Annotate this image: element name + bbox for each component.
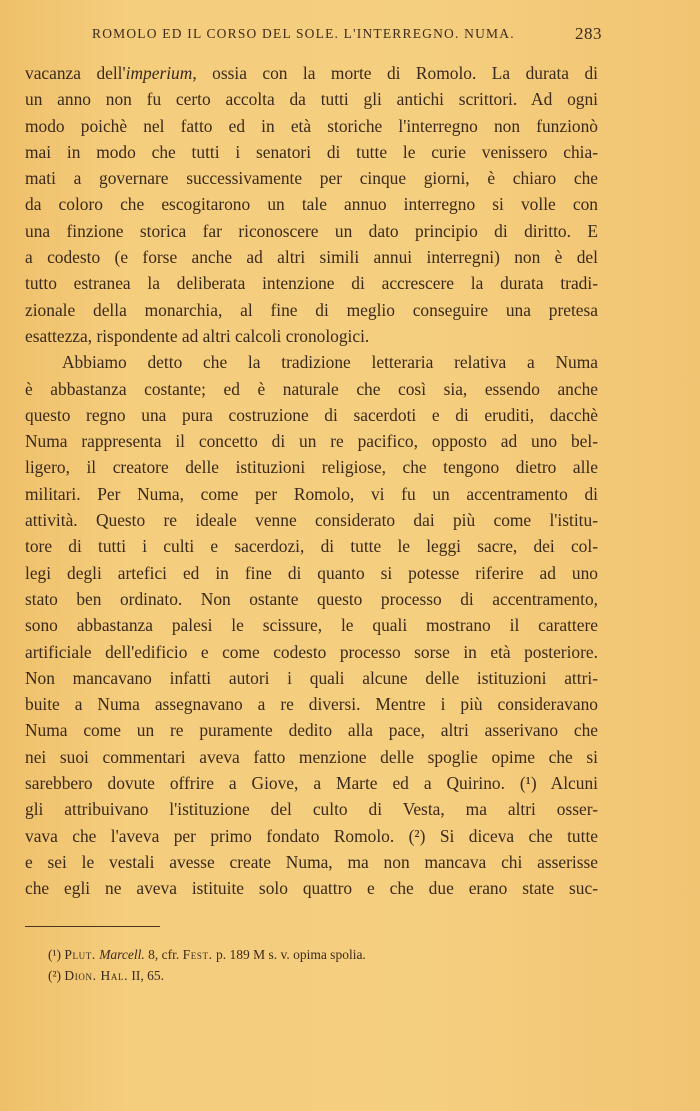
text-line: ligero, il creatore delle istituzioni religiose, che tengono dietro alle (25, 457, 598, 478)
text-line: tore di tutti i culti e sacerdozi, di tutte le leggi sacre, dei col- (25, 536, 598, 557)
text-line: Numa rappresenta il concetto di un re pacifico, opposto ad uno bel- (25, 431, 598, 452)
text-line: artificiale dell'edificio e come codesto processo sorse in età posteriore. (25, 641, 598, 662)
text-line: che egli ne aveva istituite solo quattro e che due erano state suc- (25, 878, 598, 899)
text-line: militari. Per Numa, come per Romolo, vi fu un accentramento di (25, 483, 598, 504)
text-line: Abbiamo detto che la tradizione letteraria relativa a Numa (62, 352, 598, 373)
text-line: un anno non fu certo accolta da tutti gli antichi scrittori. Ad ogni (25, 89, 598, 110)
body-text (25, 60, 598, 902)
footnotes (48, 944, 608, 986)
text-line: è abbastanza costante; ed è naturale che così sia, essendo anche (25, 378, 598, 399)
text-line: modo poichè nel fatto ed in età storiche l'interregno non funzionò (25, 115, 598, 136)
running-head-title: ROMOLO ED IL CORSO DEL SOLE. L'INTERREGNO. NUMA. (92, 26, 515, 41)
text-line: vacanza dell'imperium, ossia con la morte di Romolo. La durata di (25, 63, 599, 83)
footnote-author: Plut. (64, 947, 96, 962)
text-line: Numa come un re puramente dedito alla pace, altri asserivano che (25, 720, 598, 741)
text-line: una finzione storica far riconoscere un dato principio di diritto. E (25, 220, 598, 241)
page-number: 283 (575, 24, 602, 43)
text-line: attività. Questo re ideale venne considerato dai più come l'istitu- (25, 510, 598, 531)
text-line: e sei le vestali avesse create Numa, ma non mancava chi asserisse (25, 851, 598, 872)
text-line: vava che l'aveva per primo fondato Romolo. (²) Si diceva che tutte (25, 825, 598, 846)
text-line: buite a Numa assegnavano a re diversi. Mentre i più consideravano (25, 694, 598, 715)
text-line: nei suoi commentari aveva fatto menzione delle spoglie opime che si (25, 746, 598, 767)
text-line: zionale della monarchia, al fine di meglio conseguire una pretesa (25, 299, 598, 320)
text-line: a codesto (e forse anche ad altri simili annui interregni) non è del (25, 247, 598, 268)
text-line: stato ben ordinato. Non ostante questo processo di accentramento, (25, 588, 598, 609)
text-line: mati a governare successivamente per cinque giorni, è chiaro che (25, 168, 598, 189)
text-line: da coloro che escogitarono un tale annuo interregno si volle con (25, 194, 598, 215)
footnote-work: Marcell. (99, 947, 145, 962)
italic-term: imperium, (125, 63, 197, 83)
paragraph-1 (25, 60, 598, 349)
footnote-2: (²) Dion. Hal. II, 65. (48, 968, 165, 983)
text-line: gli attribuivano l'istituzione del culto di Vesta, ma altri osser- (25, 799, 598, 820)
text-line: sarebbero dovute offrire a Giove, a Marte ed a Quirino. (¹) Alcuni (25, 773, 598, 794)
paragraph-2 (25, 349, 598, 901)
text-line: esattezza, rispondente ad altri calcoli cronologici. (25, 325, 370, 346)
footnote-divider (25, 926, 160, 927)
footnote-1: (¹) Plut. Marcell. 8, cfr. Fest. p. 189 M s. v. opima spolia. (48, 947, 366, 962)
text-line: Non mancavano infatti autori i quali alcune delle istituzioni attri- (25, 667, 598, 688)
footnote-author: Dion. Hal. (64, 968, 129, 983)
text-line: questo regno una pura costruzione di sacerdoti e di eruditi, dacchè (25, 404, 598, 425)
text-line: mai in modo che tutti i senatori di tutte le curie venissero chia- (25, 141, 598, 162)
footnote-marker: (¹) (48, 947, 62, 962)
text-line: tutto estranea la deliberata intenzione di accrescere la durata tradi- (25, 273, 598, 294)
footnote-author: Fest. (182, 947, 213, 962)
footnote-marker: (²) (48, 968, 62, 983)
text-line: legi degli artefici ed in fine di quanto si potesse riferire ad uno (25, 562, 598, 583)
text-line: sono abbastanza palesi le scissure, le quali mostrano il carattere (25, 615, 598, 636)
running-head (92, 24, 602, 46)
